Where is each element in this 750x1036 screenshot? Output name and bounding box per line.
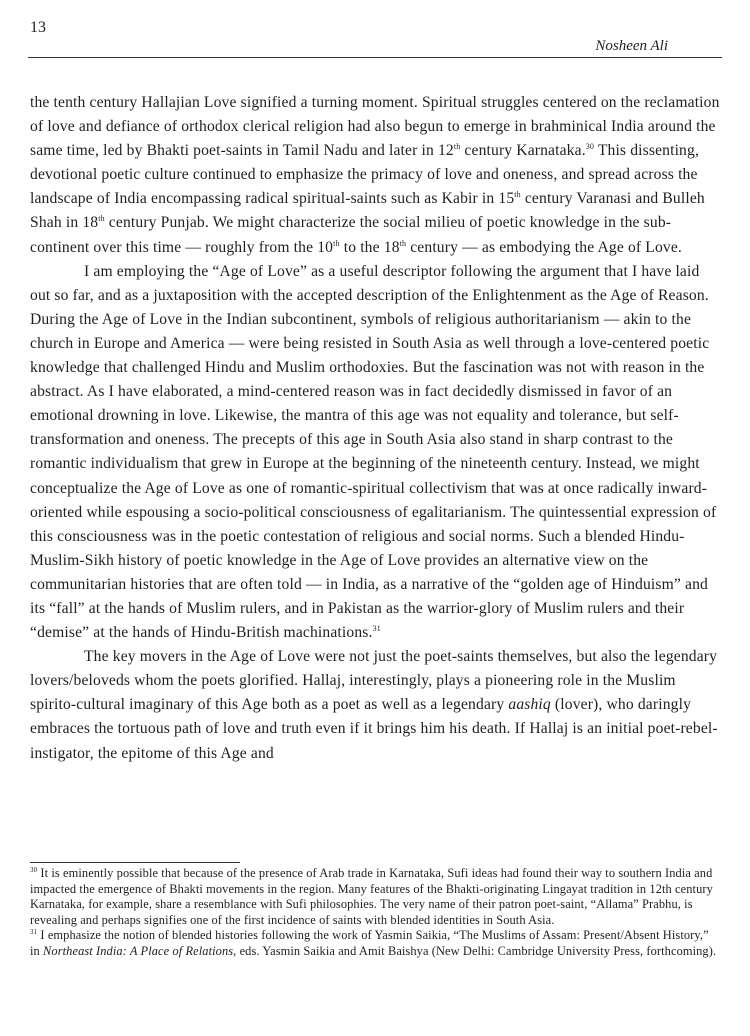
paragraph-1 — [30, 91, 720, 260]
footnote-30-number: 30 — [30, 865, 38, 874]
p3-text-b: (lover), who daringly embraces the tortuous path of love and truth even if it brings him his death. If Hallaj is an initial poet-rebel-instigator, the epitome of this Age and — [30, 696, 718, 762]
footnotes — [30, 866, 720, 960]
p3-italic-aashiq: aashiq — [508, 696, 551, 714]
p1-text-g: century — as embodying the Age of Love. — [406, 238, 682, 256]
footnote-rule — [30, 862, 240, 863]
p1-text-b: century Karnataka. — [460, 142, 586, 160]
p1-sup-ordinal-12th: th — [453, 142, 461, 151]
p1-sup-ordinal-15th: th — [514, 190, 521, 200]
footnote-31-number: 31 — [30, 928, 38, 937]
p1-text-a: the tenth century Hallajian Love signified a turning moment. Spiritual struggles centered on the reclamation of love and defiance of orthodox clerical religion had also begun to emerge in brahminical India around the same time, led by Bhakti poet-saints in Tamil Nadu and later in 12 — [30, 94, 720, 160]
footnote-ref-31: 31 — [372, 623, 381, 633]
paragraph-2 — [30, 260, 720, 646]
p1-sup-ordinal-10th: th — [333, 238, 340, 248]
main-body-text — [30, 91, 720, 766]
p1-sup-ordinal-18th: th — [98, 214, 105, 224]
p1-text-e: century Punjab. We might characterize the social milieu of poetic knowledge in the sub-continent over this time — roughly from the 10 — [30, 214, 672, 256]
header-rule — [28, 57, 722, 58]
footnote-31 — [30, 928, 720, 959]
footnote-30 — [30, 866, 720, 928]
page-number: 13 — [30, 19, 46, 36]
footnote-30-text: It is eminently possible that because of the presence of Arab trade in Karnataka, Sufi ideas had found their way to southern India and impacted the emergence of Bhakti movements in the region. Many features of the Bhakti-originating Lingayat tradition in 12th century Karnataka, for example, share a resemblance with Sufi philosophies. The very name of their patron poet-saint, “Allama” Prabhu, is revealing and perhaps signifies one of the first incidence of saints with blended identities in South Asia. — [30, 866, 713, 927]
footnote-31-text-a: I emphasize the notion of blended histories following the work of Yasmin Saikia, “The Muslims of Assam: Present/Absent History,” in — [30, 928, 709, 958]
footnote-31-text-b: , eds. Yasmin Saikia and Amit Baishya (New Delhi: Cambridge University Press, forthcoming). — [233, 943, 717, 958]
p2-text: I am employing the “Age of Love” as a useful descriptor following the argument that I have laid out so far, and as a juxtaposition with the accepted description of the Enlightenment as the Age of Reason. During the Age of Love in the Indian subcontinent, symbols of religious authoritarianism — akin to the church in Europe and America — were being resisted in South Asia as well through a love-centered poetic knowledge that challenged Hindu and Muslim orthodoxies. But the fascination was not with reason in the abstract. As I have elaborated, a mind-centered reason was in fact decidedly dismissed in favor of an emotional drowning in love. Likewise, the mantra of this age was not equality and tolerance, but self-transformation and oneness. The precepts of this age in South Asia also stand in sharp contrast to the romantic individualism that grew in Europe at the beginning of the nineteenth century. Instead, we might conceptualize the Age of Love as one of romantic-spiritual collectivism that was at once radically inward-oriented while espousing a socio-political consciousness of egalitarianism. The quintessential expression of this consciousness was in the poetic contestation of religious and social norms. Such a blended Hindu-Muslim-Sikh history of poetic knowledge in the Age of Love provides an alternative view on the communitarian histories that are often told — in India, as a narrative of the “golden age of Hinduism” and its “fall” at the hands of Muslim rulers, and in Pakistan as the warrior-glory of Muslim rulers and their “demise” at the hands of Hindu-British machinations. — [30, 262, 717, 642]
p1-text-f: to the 18 — [339, 238, 400, 256]
p3-text-a: The key movers in the Age of Love were not just the poet-saints themselves, but also the legendary lovers/beloveds whom the poets glorified. Hallaj, interestingly, plays a pioneering role in the Muslim spirito-cultural imaginary of this Age both as a poet as well as a legendary — [30, 648, 718, 714]
p1-sup-ordinal-18th-b: th — [399, 238, 407, 248]
running-head-author: Nosheen Ali — [595, 38, 668, 54]
footnote-31-italic-title: Northeast India: A Place of Relations — [43, 943, 234, 958]
paragraph-3 — [30, 645, 720, 765]
p1-text-d: century Varanasi and Bulleh Shah in 18 — [30, 190, 705, 232]
footnote-ref-30: 30 — [585, 142, 595, 151]
p1-text-c: This dissenting, devotional poetic culture continued to emphasize the primacy of love and oneness, and spread across the landscape of India encompassing radical spiritual-saints such as Kabir in 15 — [30, 142, 699, 208]
